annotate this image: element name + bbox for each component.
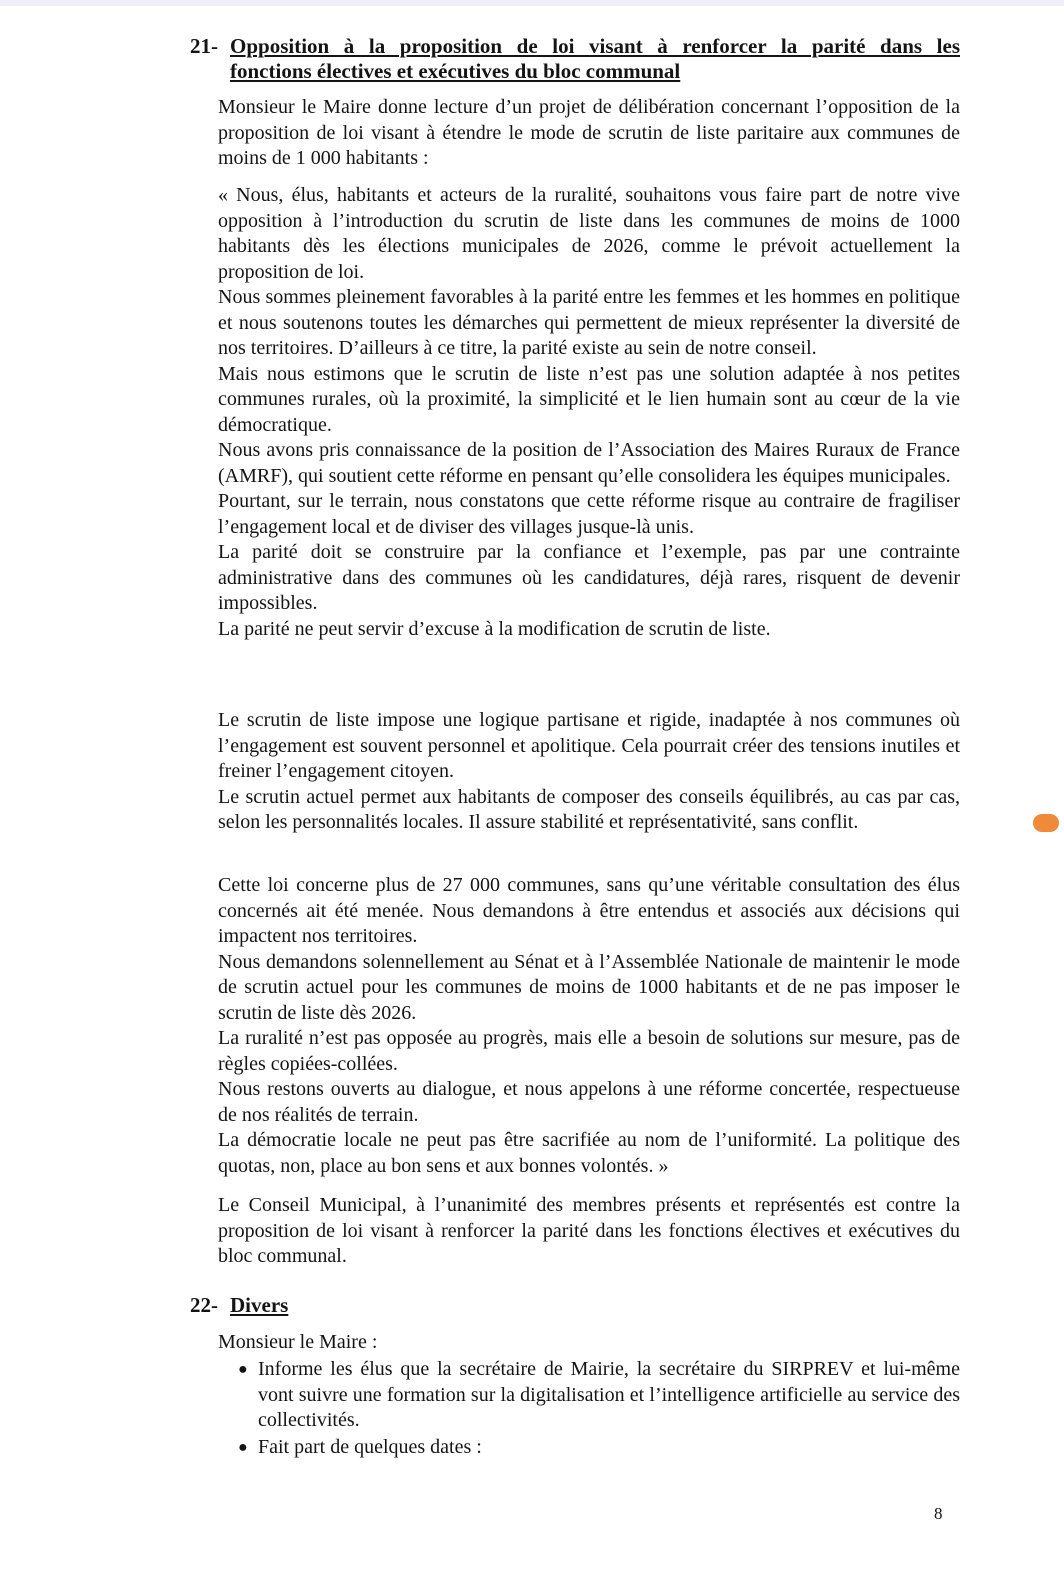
quote-paragraph: « Nous, élus, habitants et acteurs de la ruralité, souhaitons vous faire part de notre vive opposition à l’introduction du scrutin de liste dans les communes de moins de 1000 habitants dès les élections municipales de 2026, comme le prévoit actuellement la proposition de loi. <box>218 184 960 283</box>
quote-paragraph: Mais nous estimons que le scrutin de liste n’est pas une solution adaptée à nos petites communes rurales, où la proximité, la simplicité et le lien humain sont au cœur de la vie démocratique. <box>218 362 960 436</box>
quote-paragraph: Le scrutin actuel permet aux habitants de composer des conseils équilibrés, au cas par cas, selon les personnalités locales. Il assure stabilité et représentativité, sans conflit. <box>218 785 960 833</box>
list-item-text: Informe les élus que la secrétaire de Mairie, la secrétaire du SIRPREV et lui-même vont suivre une formation sur la digitalisation et l’intelligence artificielle au service des collectivités. <box>258 1358 960 1431</box>
quote-group-2 <box>218 708 960 836</box>
quote-paragraph: Nous demandons solennellement au Sénat et à l’Assemblée Nationale de maintenir le mode de scrutin actuel pour les communes de moins de 1000 habitants et de ne pas imposer le scrutin de liste dès 2026. <box>218 950 960 1024</box>
intro-paragraph: Monsieur le Maire donne lecture d’un projet de délibération concernant l’opposition de la proposition de loi visant à étendre le mode de scrutin de liste paritaire aux communes de moins de 1 000 habitants : <box>218 96 960 169</box>
quote-paragraph: La parité doit se construire par la confiance et l’exemple, pas par une contrainte administrative dans des communes où les candidatures, déjà rares, risquent de devenir impossibles. <box>218 541 960 614</box>
bullet-icon: ● <box>238 1439 248 1456</box>
list-item <box>238 1435 960 1461</box>
quote-paragraph: Nous avons pris connaissance de la position de l’Association des Maires Ruraux de France (AMRF), qui soutient cette réforme en pensant qu’elle consolidera les équipes municipales. <box>218 439 960 487</box>
quote-paragraph: Pourtant, sur le terrain, nous constatons que cette réforme risque au contraire de fragiliser l’engagement local et de diviser des villages jusque-là unis. <box>218 490 960 538</box>
quote-paragraph: La parité ne peut servir d’excuse à la modification de scrutin de liste. <box>218 617 771 640</box>
quote-paragraph: Cette loi concerne plus de 27 000 communes, sans qu’une véritable consultation des élus concernés ait été menée. Nous demandons à être entendus et associés aux décisions qui impactent nos territoires. <box>218 874 960 947</box>
section-21-intro <box>218 95 960 172</box>
page-number: 8 <box>934 1504 943 1523</box>
conclusion-paragraph: Le Conseil Municipal, à l’unanimité des membres présents et représentés est contre la proposition de loi visant à renforcer la parité dans les fonctions électives et exécutives du bloc communal. <box>218 1194 960 1267</box>
quote-paragraph: La démocratie locale ne peut pas être sacrifiée au nom de l’uniformité. La politique des quotas, non, place au bon sens et aux bonnes volontés. » <box>218 1129 960 1177</box>
quote-paragraph: Nous restons ouverts au dialogue, et nous appelons à une réforme concertée, respectueuse de nos réalités de terrain. <box>218 1078 960 1126</box>
scroll-marker-icon[interactable] <box>1041 814 1059 832</box>
quote-paragraph: Le scrutin de liste impose une logique partisane et rigide, inadaptée à nos communes où l’engagement est souvent personnel et apolitique. Cela pourrait créer des tensions inutiles et freiner l’engagement citoyen. <box>218 709 960 782</box>
section-22-intro: Monsieur le Maire : <box>218 1331 378 1353</box>
quote-paragraph: Nous sommes pleinement favorables à la parité entre les femmes et les hommes en politique et nous soutenons toutes les démarches qui permettent de mieux représenter la diversité de nos territoires. D’ailleurs à ce titre, la parité existe au sein de notre conseil. <box>218 286 960 359</box>
section-21-title-line1: Opposition à la proposition de loi visant à renforcer la parité dans les <box>230 34 960 58</box>
section-21-title-line2: fonctions électives et exécutives du bloc communal <box>230 59 681 83</box>
section-21-number: 21- <box>190 34 218 58</box>
bullet-icon: ● <box>238 1361 248 1378</box>
quote-group-3 <box>218 873 960 1179</box>
quote-group-1 <box>218 183 960 642</box>
section-22-heading <box>190 1293 288 1317</box>
section-22-title: Divers <box>230 1293 289 1317</box>
list-item <box>238 1357 960 1434</box>
list-item-text: Fait part de quelques dates : <box>258 1436 482 1458</box>
section-21-conclusion <box>218 1193 960 1270</box>
quote-paragraph: La ruralité n’est pas opposée au progrès, mais elle a besoin de solutions sur mesure, pas de règles copiées-collées. <box>218 1027 960 1075</box>
section-22-number: 22- <box>190 1293 218 1317</box>
section-21-heading <box>190 34 960 58</box>
